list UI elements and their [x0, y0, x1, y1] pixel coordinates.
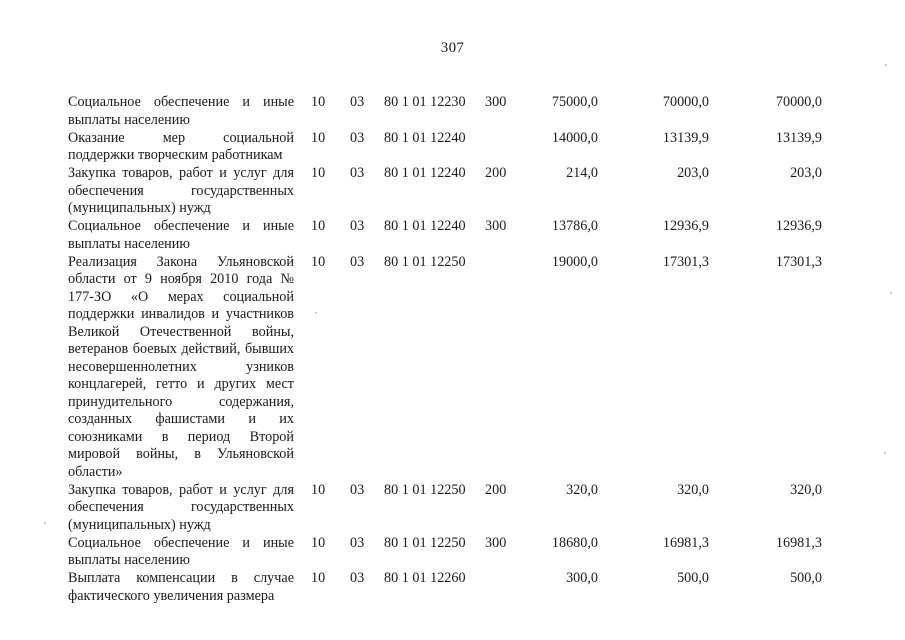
target-article-code: 80 1 01 12260: [384, 570, 466, 586]
amount-year-1: 18680,0: [551, 534, 598, 551]
amount-year-1: 300,0: [566, 570, 598, 586]
amount-year-3: 500,0: [790, 570, 822, 586]
subsection-code: 03: [350, 570, 365, 586]
amount-year-2: 320,0: [677, 481, 709, 498]
amount-year-2: 13139,9: [662, 129, 709, 146]
item-name: Реализация Закона Ульяновской области от 9 ноября 2010 года № 177-ЗО «О мерах социальной поддержки инвалидов и участников Великой Отечественной войны, ветеранов боевых действий, бывших несовершеннолетних узников концлагерей, гетто и других мест принудительного содержания, созданных фашистами и их союзниками в период Второй мировой войны, в Ульяновской области»: [68, 253, 294, 480]
scan-speck: [890, 292, 892, 294]
amount-year-1: 320,0: [566, 481, 598, 498]
item-name: Закупка товаров, работ и услуг для обеспечения государственных (муниципальных) нужд: [68, 165, 294, 216]
amount-year-1: 14000,0: [551, 129, 598, 146]
table-row: [0, 130, 905, 165]
amount-year-3: 12936,9: [775, 218, 822, 234]
expense-type-code: 200: [485, 165, 507, 181]
amount-year-2: 12936,9: [662, 218, 709, 234]
expense-type-code: 300: [485, 218, 507, 234]
target-article-code: 80 1 01 12240: [384, 218, 466, 234]
amount-year-1: 75000,0: [551, 94, 598, 110]
item-name: Оказание мер социальной поддержки творческим работникам: [68, 129, 294, 163]
target-article-code: 80 1 01 12240: [384, 129, 466, 146]
amount-year-1: 19000,0: [551, 253, 598, 270]
expense-type-code: 200: [485, 481, 507, 498]
scan-speck: [885, 64, 887, 66]
item-name: Социальное обеспечение и иные выплаты населению: [68, 218, 294, 252]
scan-speck: [315, 312, 317, 314]
subsection-code: 03: [350, 94, 365, 110]
target-article-code: 80 1 01 12230: [384, 94, 466, 110]
table-row: [0, 218, 905, 253]
table-row: [0, 165, 905, 218]
subsection-code: 03: [350, 534, 365, 551]
section-code: 10: [311, 534, 326, 551]
amount-year-3: 203,0: [790, 165, 822, 181]
amount-year-1: 214,0: [566, 165, 598, 181]
amount-year-2: 17301,3: [662, 253, 709, 270]
subsection-code: 03: [350, 129, 365, 146]
subsection-code: 03: [350, 218, 365, 234]
section-code: 10: [311, 218, 326, 234]
section-code: 10: [311, 94, 326, 110]
target-article-code: 80 1 01 12250: [384, 534, 466, 551]
item-name: Закупка товаров, работ и услуг для обеспечения государственных (муниципальных) нужд: [68, 481, 294, 533]
page-number: 307: [440, 40, 465, 56]
section-code: 10: [311, 481, 326, 498]
section-code: 10: [311, 165, 326, 181]
table-row: [0, 535, 905, 570]
scan-speck: [884, 452, 886, 454]
target-article-code: 80 1 01 12250: [384, 481, 466, 498]
amount-year-2: 500,0: [677, 570, 709, 586]
scan-speck: [44, 522, 46, 524]
amount-year-2: 70000,0: [662, 94, 709, 110]
target-article-code: 80 1 01 12250: [384, 253, 466, 270]
budget-table: [0, 94, 905, 606]
amount-year-1: 13786,0: [551, 218, 598, 234]
subsection-code: 03: [350, 253, 365, 270]
item-name: Социальное обеспечение и иные выплаты населению: [68, 94, 294, 128]
table-row: [0, 94, 905, 129]
amount-year-3: 13139,9: [775, 129, 822, 146]
subsection-code: 03: [350, 481, 365, 498]
item-name: Выплата компенсации в случае фактического увеличения размера: [68, 570, 294, 604]
amount-year-3: 320,0: [790, 481, 822, 498]
table-row: [0, 482, 905, 535]
section-code: 10: [311, 570, 326, 586]
item-name: Социальное обеспечение и иные выплаты населению: [68, 534, 294, 568]
amount-year-3: 17301,3: [775, 253, 822, 270]
target-article-code: 80 1 01 12240: [384, 165, 466, 181]
section-code: 10: [311, 129, 326, 146]
expense-type-code: 300: [485, 534, 507, 551]
expense-type-code: 300: [485, 94, 507, 110]
subsection-code: 03: [350, 165, 365, 181]
amount-year-3: 16981,3: [775, 534, 822, 551]
amount-year-3: 70000,0: [775, 94, 822, 110]
amount-year-2: 16981,3: [662, 534, 709, 551]
amount-year-2: 203,0: [677, 165, 709, 181]
section-code: 10: [311, 253, 326, 270]
table-row: [0, 254, 905, 482]
table-row: [0, 570, 905, 605]
